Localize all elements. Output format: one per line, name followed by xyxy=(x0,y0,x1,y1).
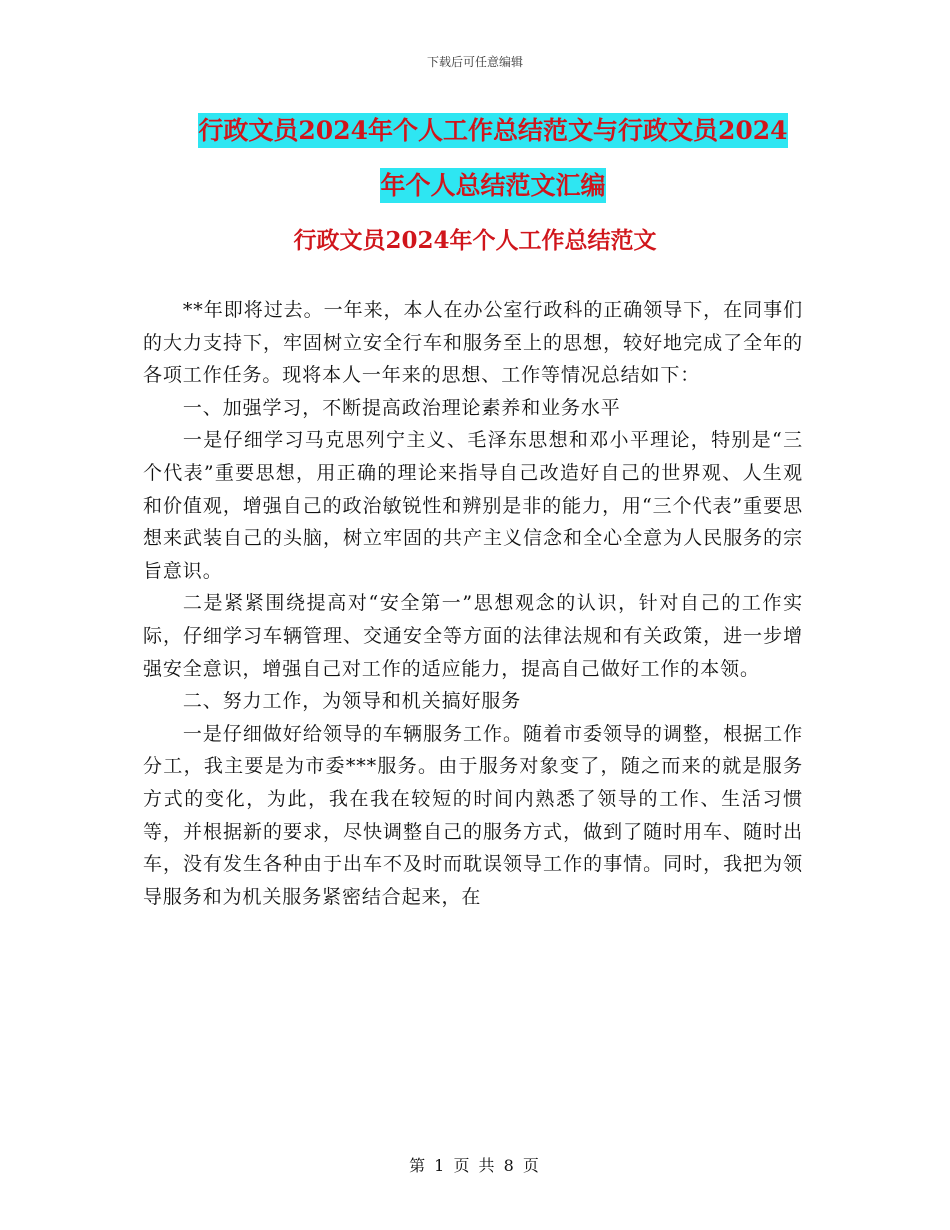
section-heading: 二、努力工作，为领导和机关搞好服务 xyxy=(182,690,522,713)
title-line-1: 行政文员2024年个人工作总结范文与行政文员2024 xyxy=(198,113,787,148)
paragraph: 二是紧紧围绕提高对“安全第一”思想观念的认识，针对自己的工作实际，仔细学习车辆管理、交通安全等方面的法律法规和有关政策，进一步增强安全意识，增强自己对工作的适应能力，提高自己做好工作的本领。 xyxy=(143,592,803,680)
section-heading: 一、加强学习，不断提高政治理论素养和业务水平 xyxy=(182,396,621,419)
page-number: 第 1 页 共 8 页 xyxy=(409,1156,541,1175)
document-title xyxy=(143,103,843,213)
title-line-2: 年个人总结范文汇编 xyxy=(380,168,605,203)
section-title: 行政文员2024年个人工作总结范文 xyxy=(293,227,657,254)
header-note: 下载后可任意编辑 xyxy=(426,55,523,69)
body-text xyxy=(143,294,803,913)
paragraph: 一是仔细做好给领导的车辆服务工作。随着市委领导的调整，根据工作分工，我主要是为市委***服务。由于服务对象变了，随之而来的就是服务方式的变化，为此，我在我在较短的时间内熟悉了领导的工作、生活习惯等，并根据新的要求，尽快调整自己的服务方式，做到了随时用车、随时出车，没有发生各种由于出车不及时而耽误领导工作的事情。同时，我把为领导服务和为机关服务紧密结合起来，在 xyxy=(143,722,803,908)
paragraph: 一是仔细学习马克思列宁主义、毛泽东思想和邓小平理论，特别是“三个代表”重要思想，用正确的理论来指导自己改造好自己的世界观、人生观和价值观，增强自己的政治敏锐性和辨别是非的能力，用“三个代表”重要思想来武装自己的头脑，树立牢固的共产主义信念和全心全意为人民服务的宗旨意识。 xyxy=(143,429,803,582)
paragraph: **年即将过去。一年来，本人在办公室行政科的正确领导下，在同事们的大力支持下，牢固树立安全行车和服务至上的思想，较好地完成了全年的各项工作任务。现将本人一年来的思想、工作等情况总结如下： xyxy=(143,299,803,387)
